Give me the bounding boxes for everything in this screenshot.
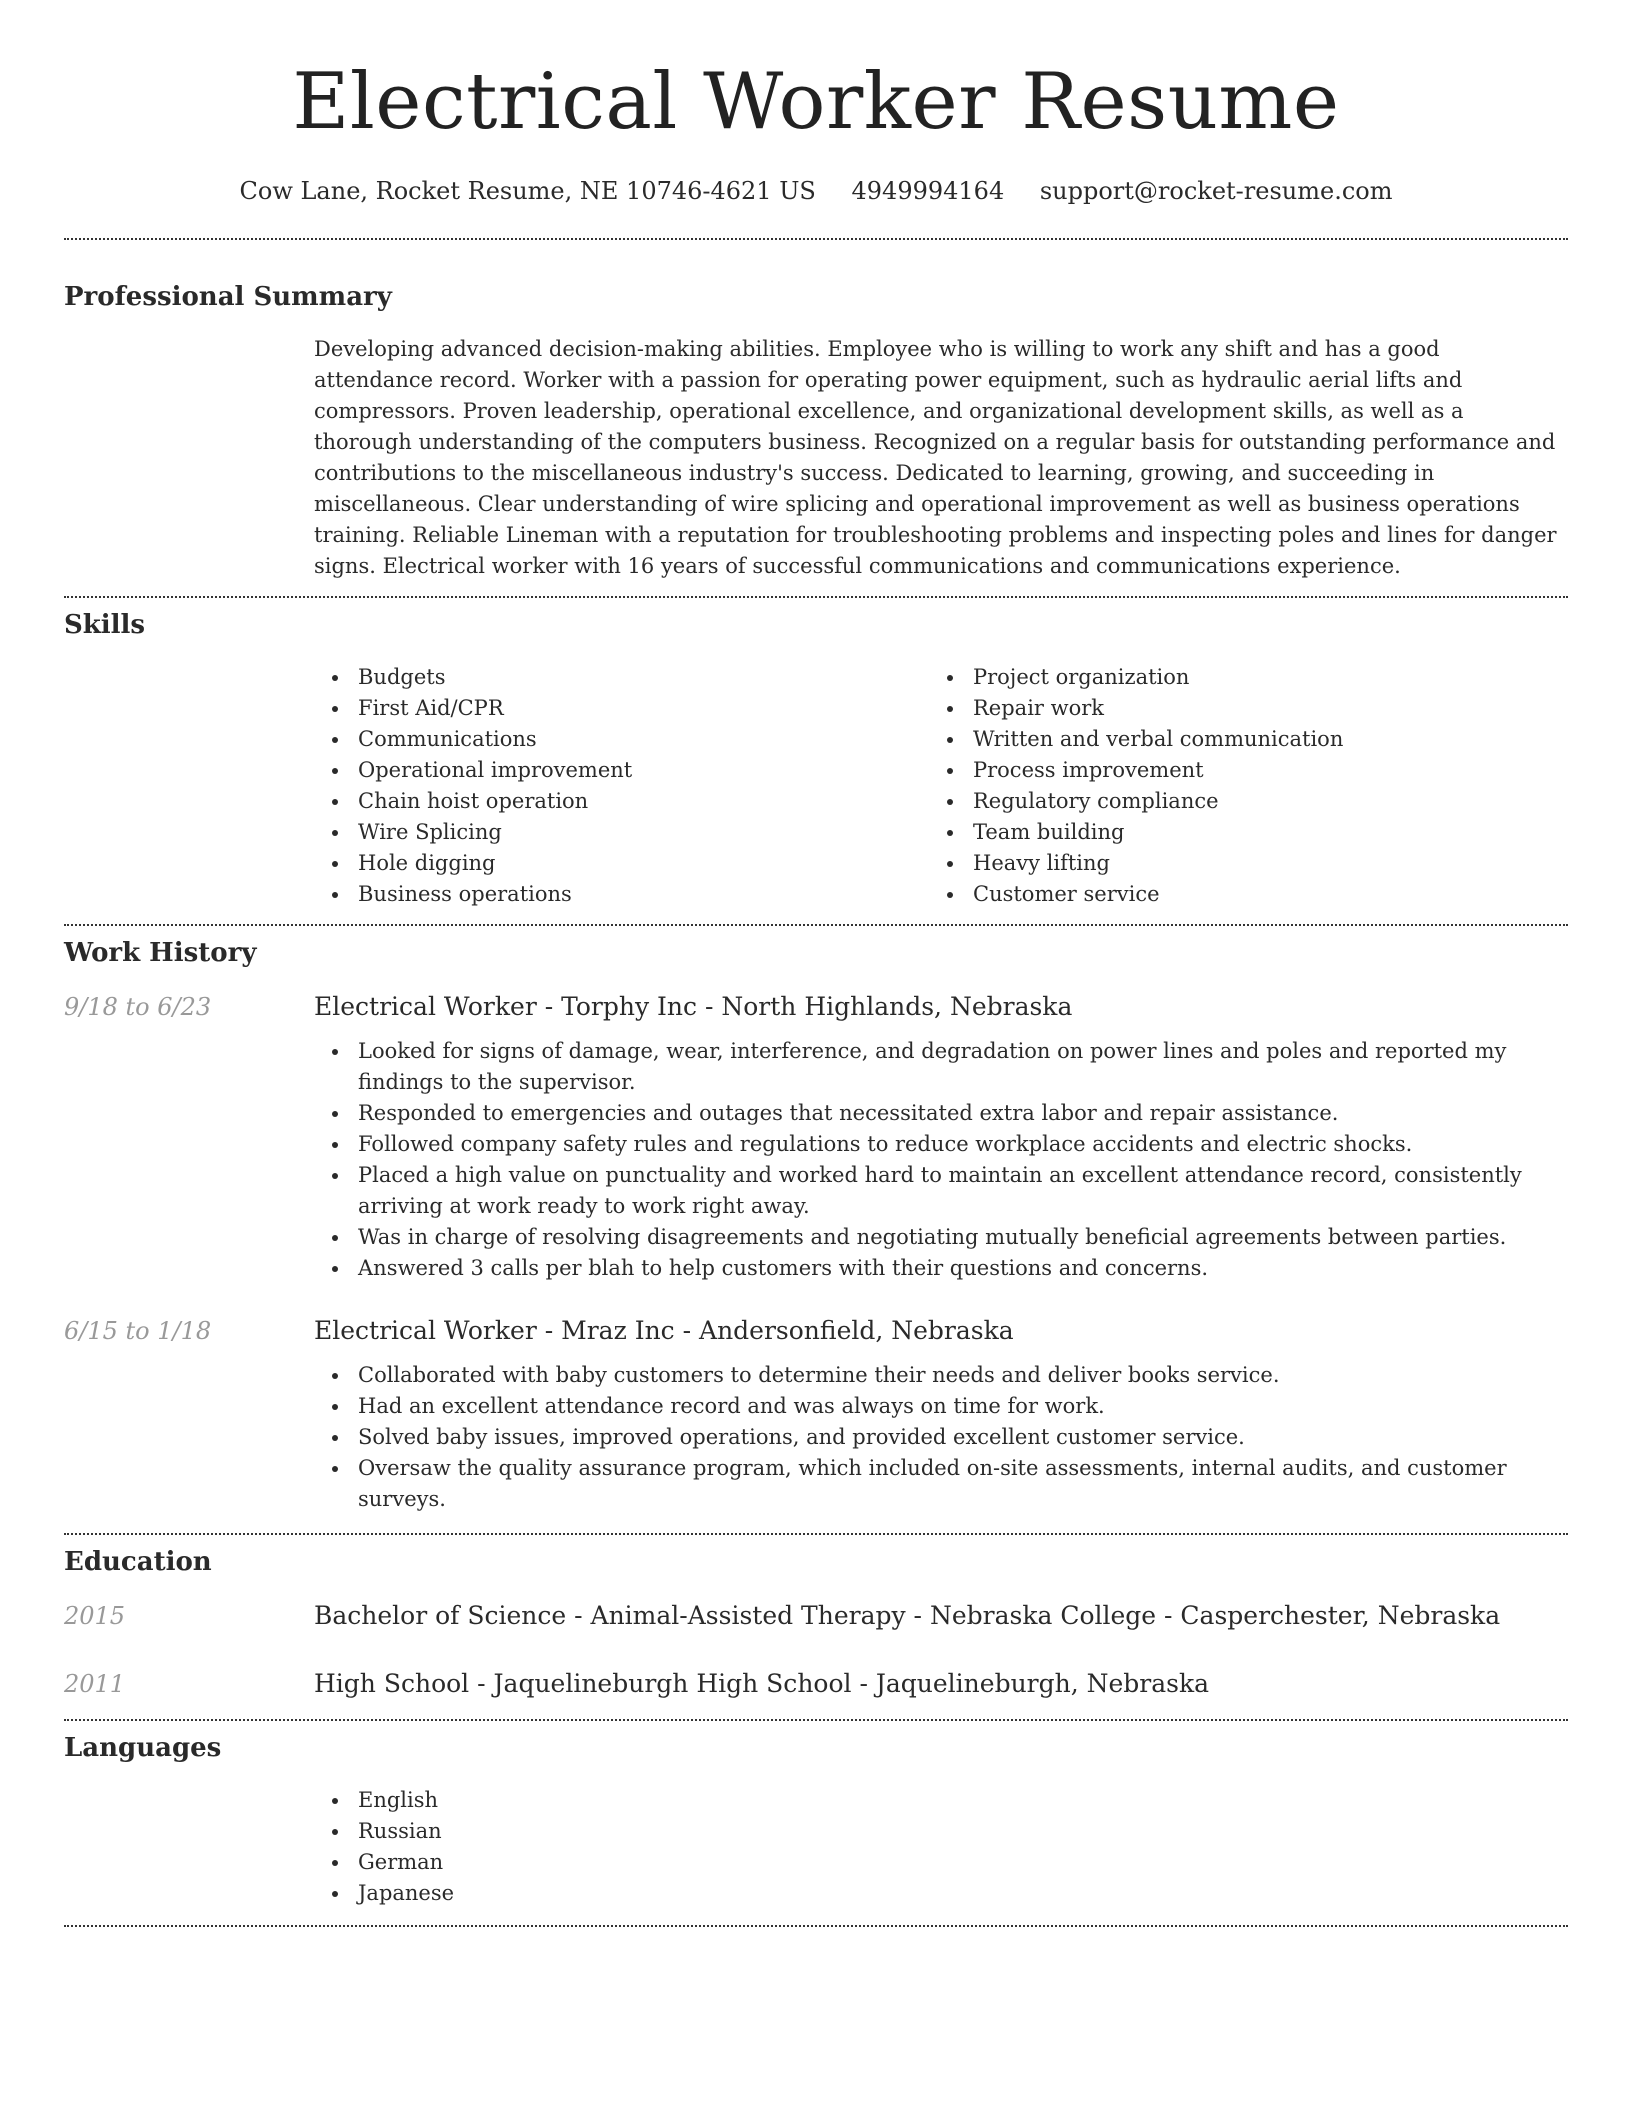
education-year: 2015 <box>64 1602 126 1630</box>
skill-item: Team building <box>929 817 1544 848</box>
skills-list-left <box>314 662 929 910</box>
skill-item: Business operations <box>314 879 929 910</box>
skill-item: Heavy lifting <box>929 848 1544 879</box>
job-entry <box>64 1314 1568 1515</box>
job-bullet: Answered 3 calls per blah to help customers with their questions and concerns. <box>314 1253 1568 1284</box>
summary-text: Developing advanced decision-making abilities. Employee who is willing to work any shift and has a good attendance record. Worker with a passion for operating power equipment, such as hydraulic aerial lifts and compressors. Proven leadership, operational excellence, and organizational development skills, as well as a thorough understanding of the computers business. Recognized on a regular basis for outstanding performance and contributions to the miscellaneous industry's success. Dedicated to learning, growing, and succeeding in miscellaneous. Clear understanding of wire splicing and operational improvement as well as business operations training. Reliable Lineman with a reputation for troubleshooting problems and inspecting poles and lines for danger signs. Electrical worker with 16 years of successful communications and communications experience. <box>314 337 1557 578</box>
job-bullet: Collaborated with baby customers to determine their needs and deliver books service. <box>314 1360 1568 1391</box>
divider <box>64 238 1568 240</box>
skill-item: Project organization <box>929 662 1544 693</box>
skills-section <box>64 608 1568 910</box>
work-heading: Work History <box>64 938 257 968</box>
skill-item: Hole digging <box>314 848 929 879</box>
job-bullet: Looked for signs of damage, wear, interference, and degradation on power lines and poles and reported my findings to the supervisor. <box>314 1036 1568 1098</box>
job-title: Electrical Worker - Mraz Inc - Andersonfield, Nebraska <box>314 1316 1014 1345</box>
job-bullet: Oversaw the quality assurance program, which included on-site assessments, internal audits, and customer surveys. <box>314 1453 1568 1515</box>
job-header <box>64 990 1568 1024</box>
job-bullet: Followed company safety rules and regulations to reduce workplace accidents and electric shocks. <box>314 1129 1568 1160</box>
skill-item: Regulatory compliance <box>929 786 1544 817</box>
language-item: Russian <box>314 1816 1568 1847</box>
job-title: Electrical Worker - Torphy Inc - North Highlands, Nebraska <box>314 992 1073 1021</box>
skill-item: Communications <box>314 724 929 755</box>
language-item: Japanese <box>314 1878 1568 1909</box>
skill-item: Process improvement <box>929 755 1544 786</box>
education-heading: Education <box>64 1547 212 1577</box>
education-title: High School - Jaquelineburgh High School - Jaquelineburgh, Nebraska <box>314 1669 1210 1698</box>
divider <box>64 1719 1568 1721</box>
resume-title: Electrical Worker Resume <box>292 57 1340 147</box>
language-item: German <box>314 1847 1568 1878</box>
divider <box>64 1925 1568 1927</box>
contact-phone: 4949994164 <box>851 177 1005 205</box>
skill-item: Repair work <box>929 693 1544 724</box>
job-dates: 6/15 to 1/18 <box>64 1317 212 1345</box>
skills-list-right <box>929 662 1544 910</box>
summary-heading: Professional Summary <box>64 282 392 312</box>
education-entry <box>64 1599 1568 1633</box>
job-bullets <box>314 1036 1568 1284</box>
contact-line <box>64 176 1568 206</box>
contact-address: Cow Lane, Rocket Resume, NE 10746-4621 US <box>239 177 816 205</box>
education-section <box>64 1545 1568 1701</box>
skills-grid <box>314 662 1568 910</box>
education-title: Bachelor of Science - Animal-Assisted Therapy - Nebraska College - Casperchester, Nebraska <box>314 1601 1501 1630</box>
job-dates: 9/18 to 6/23 <box>64 993 212 1021</box>
job-bullet: Responded to emergencies and outages that necessitated extra labor and repair assistance. <box>314 1098 1568 1129</box>
skill-item: Chain hoist operation <box>314 786 929 817</box>
summary-section <box>64 280 1568 582</box>
language-item: English <box>314 1785 1568 1816</box>
job-entry <box>64 990 1568 1284</box>
education-entry <box>64 1667 1568 1701</box>
skills-heading: Skills <box>64 610 146 640</box>
divider <box>64 924 1568 926</box>
skill-item: Budgets <box>314 662 929 693</box>
job-bullet: Placed a high value on punctuality and worked hard to maintain an excellent attendance record, consistently arriving at work ready to work right away. <box>314 1160 1568 1222</box>
job-bullets <box>314 1360 1568 1515</box>
skill-item: Written and verbal communication <box>929 724 1544 755</box>
skill-item: First Aid/CPR <box>314 693 929 724</box>
job-bullet: Had an excellent attendance record and was always on time for work. <box>314 1391 1568 1422</box>
job-header <box>64 1314 1568 1348</box>
skill-item: Operational improvement <box>314 755 929 786</box>
divider <box>64 596 1568 598</box>
languages-section <box>64 1731 1568 1909</box>
contact-email: support@rocket-resume.com <box>1039 177 1393 205</box>
work-section <box>64 936 1568 1515</box>
languages-heading: Languages <box>64 1733 222 1763</box>
job-bullet: Was in charge of resolving disagreements and negotiating mutually beneficial agreements between parties. <box>314 1222 1568 1253</box>
languages-list <box>314 1785 1568 1909</box>
skill-item: Wire Splicing <box>314 817 929 848</box>
education-year: 2011 <box>64 1670 126 1698</box>
skill-item: Customer service <box>929 879 1544 910</box>
divider <box>64 1533 1568 1535</box>
job-bullet: Solved baby issues, improved operations, and provided excellent customer service. <box>314 1422 1568 1453</box>
